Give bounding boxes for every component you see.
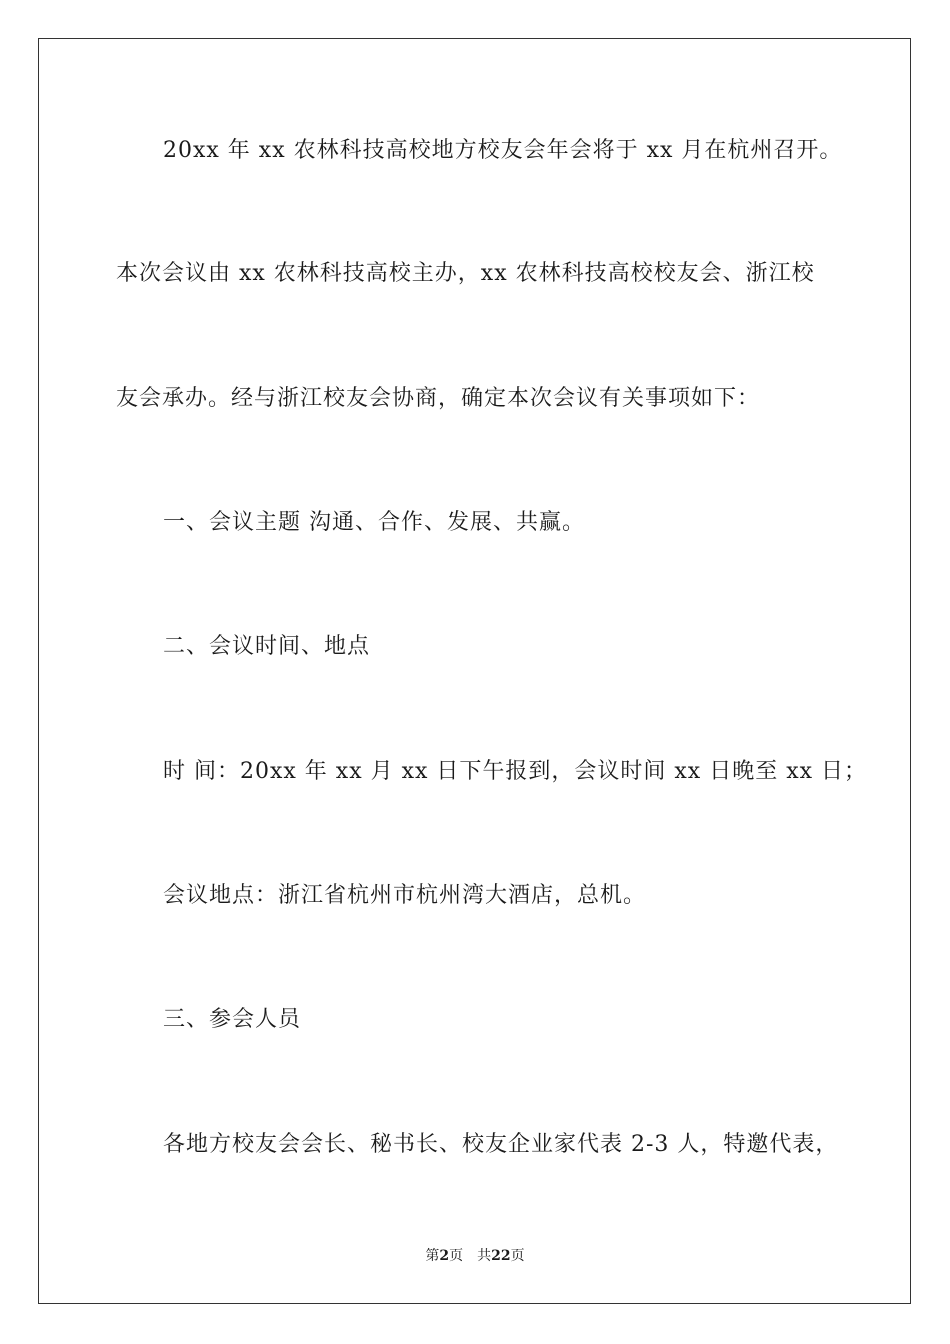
section-heading-2: 二、会议时间、地点	[163, 634, 371, 659]
footer-total-prefix: 共	[477, 1248, 492, 1264]
page-border	[38, 38, 911, 1304]
meeting-time-line: 时 间：20xx 年 xx 月 xx 日下午报到，会议时间 xx 日晚至 xx 日；	[163, 759, 867, 784]
footer-page-suffix: 页	[449, 1248, 464, 1264]
section-heading-3: 三、参会人员	[163, 1007, 302, 1032]
page-footer	[0, 1246, 950, 1266]
attendees-line: 各地方校友会会长、秘书长、校友企业家代表 2-3 人，特邀代表，	[163, 1132, 839, 1157]
footer-total-pages: 22	[491, 1248, 511, 1264]
footer-page-number: 2	[439, 1248, 450, 1264]
meeting-location-line: 会议地点：浙江省杭州市杭州湾大酒店，总机。	[163, 883, 647, 908]
paragraph-line-1: 20xx 年 xx 农林科技高校地方校友会年会将于 xx 月在杭州召开。	[163, 138, 843, 163]
footer-page-prefix: 第	[425, 1248, 440, 1264]
footer-total-suffix: 页	[510, 1248, 525, 1264]
paragraph-line-3: 友会承办。经与浙江校友会协商，确定本次会议有关事项如下：	[116, 386, 761, 411]
paragraph-line-2: 本次会议由 xx 农林科技高校主办，xx 农林科技高校校友会、浙江校	[116, 261, 815, 286]
section-heading-1: 一、会议主题 沟通、合作、发展、共赢。	[163, 510, 585, 535]
